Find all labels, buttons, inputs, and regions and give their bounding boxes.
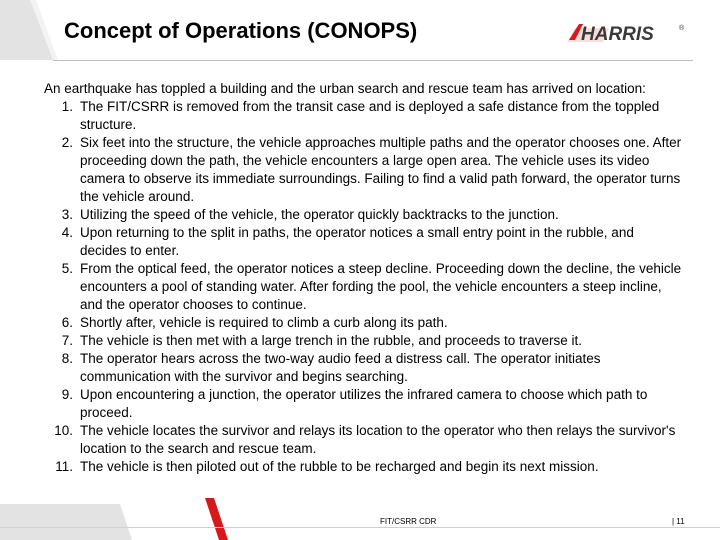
footer-divider: [0, 527, 720, 528]
step-text: Upon returning to the split in paths, the operator notices a small entry point in the rubble, and decides to enter.: [80, 225, 634, 258]
slide-body: [44, 80, 684, 476]
list-item: [44, 422, 684, 458]
step-text: Shortly after, vehicle is required to climb a curb along its path.: [80, 315, 448, 330]
list-item: [44, 332, 684, 350]
list-item: [44, 134, 684, 206]
list-item: [44, 458, 684, 476]
steps-list: [44, 98, 684, 476]
step-number: 9.: [61, 387, 73, 402]
list-item: [44, 260, 684, 314]
footer-label: FIT/CSRR CDR: [380, 517, 437, 526]
step-text: The vehicle is then met with a large trench in the rubble, and proceeds to traverse it.: [80, 333, 583, 348]
page-number: | 11: [672, 517, 685, 526]
footer-decoration: [0, 498, 230, 540]
step-text: The operator hears across the two-way audio feed a distress call. The operator initiates communication with the survivor and begins searching.: [80, 351, 601, 384]
logo-wordmark: HARRIS: [581, 24, 654, 45]
step-number: 3.: [61, 207, 73, 222]
step-number: 6.: [61, 315, 73, 330]
step-text: Six feet into the structure, the vehicle approaches multiple paths and the operator chooses one. After proceeding down the path, the vehicle encounters a large open area. The vehicle uses its video camera to observe its immediate surroundings. Failing to find a valid path forward, the operator turns the vehicle around.: [80, 135, 682, 204]
step-number: 5.: [61, 261, 73, 276]
step-number: 10.: [54, 423, 73, 438]
step-number: 4.: [61, 225, 73, 240]
list-item: [44, 314, 684, 332]
list-item: [44, 98, 684, 134]
list-item: [44, 224, 684, 260]
logo-registered-mark: ®: [679, 25, 685, 32]
list-item: [44, 206, 684, 224]
header-divider: [53, 60, 693, 61]
page-title: Concept of Operations (CONOPS): [64, 18, 418, 43]
step-text: From the optical feed, the operator notices a steep decline. Proceeding down the decline, the vehicle encounters a pool of standing water. After fording the pool, the vehicle encounters a steep incline, and the operator chooses to continue.: [80, 261, 682, 312]
step-number: 11.: [55, 459, 73, 474]
step-number: 8.: [61, 351, 73, 366]
list-item: [44, 386, 684, 422]
step-text: The vehicle is then piloted out of the rubble to be recharged and begin its next mission.: [80, 459, 599, 474]
harris-logo: [567, 18, 687, 48]
corner-decoration: [0, 0, 60, 62]
list-item: [44, 350, 684, 386]
step-text: Utilizing the speed of the vehicle, the operator quickly backtracks to the junction.: [80, 207, 559, 222]
step-text: Upon encountering a junction, the operator utilizes the infrared camera to choose which path to proceed.: [80, 387, 648, 420]
step-number: 2.: [61, 135, 73, 150]
step-text: The vehicle locates the survivor and relays its location to the operator who then relays the survivor's location to the search and rescue team.: [80, 423, 676, 456]
step-number: 1.: [61, 99, 73, 114]
step-number: 7.: [61, 333, 73, 348]
step-text: The FIT/CSRR is removed from the transit case and is deployed a safe distance from the toppled structure.: [80, 99, 660, 132]
intro-paragraph: An earthquake has toppled a building and the urban search and rescue team has arrived on location:: [44, 81, 646, 96]
